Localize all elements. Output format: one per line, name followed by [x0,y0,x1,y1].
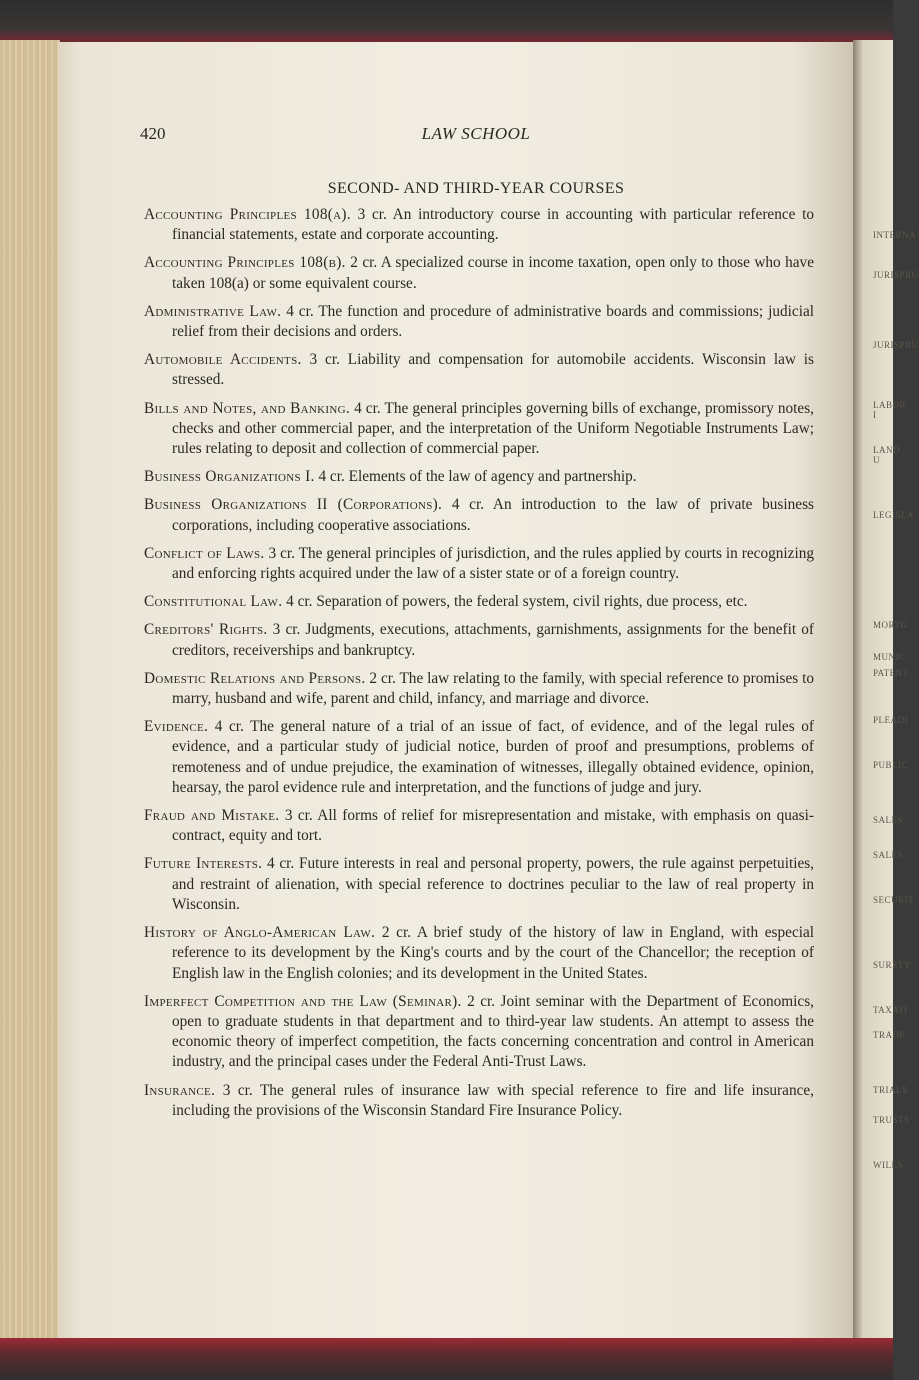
course-description: 4 cr. Separation of powers, the federal system, civil rights, due process, etc. [286,593,748,611]
course-description: 2 cr. Joint seminar with the Department of Economics, open to graduate students in that department and to third-year law students. An attempt to assess the economic theory of imperfect competition, the facts concerning concentration and control in American industry, and the principal cases under the Federal Anti-Trust Laws. [172,992,814,1071]
facing-page-word: TAXATI [873,1005,908,1015]
facing-page-word: JURISPRU [873,270,919,280]
course-name: Imperfect Competition and the Law (Seminar). [144,992,462,1010]
course-name: History of Anglo-American Law. [144,924,376,942]
page-edges [0,40,60,1345]
course-entry [144,992,814,1073]
course-entry [144,205,814,245]
course-description: 3 cr. The general rules of insurance law with special reference to fire and life insurance, including the provisions of the Wisconsin Standard Fire Insurance Policy. [172,1081,814,1119]
course-description: 2 cr. The law relating to the family, with special reference to promises to marry, husband and wife, parent and child, infancy, and marriage and divorce. [172,669,814,708]
course-description: 3 cr. The general principles of jurisdiction, and the rules applied by courts in recognizing and enforcing rights acquired under the law of a sister state or of a foreign country. [172,544,814,583]
course-name: Future Interests. [144,855,263,873]
course-entry [144,620,814,660]
course-description: 3 cr. Judgments, executions, attachments, garnishments, assignments for the benefit of creditors, receiverships and bankruptcy. [172,621,814,659]
course-entry [144,854,814,915]
course-entry [144,717,814,798]
facing-page-word: MUNIC [873,652,906,662]
course-entry [144,467,814,487]
course-description: 3 cr. Liability and compensation for automobile accidents. Wisconsin law is stressed. [172,351,814,389]
facing-page-word: PLEADI [873,715,908,725]
course-description: 4 cr. The general nature of a trial of an issue of fact, of evidence, and of the legal rules of evidence, and a particular study of judicial notice, burden of proof and presumptions, problems of remoteness and of undue prejudice, the examination of witnesses, illegally obtained evidence, opinion, hearsay, the parol evidence rule and interpretation, and the functions of judge and jury. [172,718,814,796]
course-entry [144,350,814,390]
running-head [140,124,812,146]
course-description: 3 cr. All forms of relief for misrepresentation and mistake, with emphasis on quasi-contract, equity and tort. [172,807,814,845]
course-name: Domestic Relations and Persons. [144,669,366,687]
facing-page-word: SURETY [873,960,912,970]
course-entry [144,1081,814,1121]
course-entry [144,806,814,846]
course-description: 2 cr. A specialized course in income taxation, open only to those who have taken 108(a) or some equivalent course. [172,254,814,292]
facing-page-word: LABOR I [873,400,907,420]
course-description: 4 cr. The function and procedure of administrative boards and commissions; judicial relief from their decisions and orders. [172,302,814,341]
facing-page-word: LAND U [873,445,900,465]
page-number: 420 [140,124,166,143]
facing-page-word: SALES [873,815,904,825]
facing-page-word: TRUSTS [873,1115,910,1125]
facing-page-word: PUBLIC [873,760,909,770]
course-name: Business Organizations II (Corporations). [144,496,443,514]
course-entry [144,669,814,709]
course-entry [144,495,814,535]
book-cover-bottom [0,1338,893,1380]
course-name: Administrative Law. [144,302,282,320]
course-entry [144,302,814,342]
facing-page-word: SALES [873,850,904,860]
course-name: Evidence. [144,718,209,736]
facing-page-word: TRIALS [873,1085,908,1095]
course-entry [144,399,814,460]
facing-page-word: JURISPRU [873,340,919,350]
course-entry [144,544,814,584]
course-description: 4 cr. Elements of the law of agency and partnership. [318,468,637,486]
book-cover-top [0,0,893,48]
course-name: Fraud and Mistake. [144,807,280,825]
facing-page-word: INTERNA [873,230,916,240]
course-entry [144,253,814,293]
course-description: 4 cr. The general principles governing bills of exchange, promissory notes, checks and other commercial paper, and the interpretation of the Uniform Negotiable Instruments Law; rules relating to deposit and collection of commercial paper. [172,399,815,458]
course-description: 4 cr. Future interests in real and personal property, powers, the rule against perpetuities, and restraint of alienation, with special reference to doctrines peculiar to the law of real property in Wisconsin. [172,855,815,913]
course-description: 3 cr. An introductory course in accounting with particular reference to financial statements, estate and corporate accounting. [172,206,815,244]
facing-page-word: LEGISLA [873,510,914,520]
course-description: 2 cr. A brief study of the history of law in England, with especial reference to its development by the King's courts and by the court of the Chancellor; the reception of English law in the English colonies; and its development in the United States. [172,924,815,982]
course-name: Accounting Principles 108(b). [144,254,346,272]
running-title: LAW SCHOOL [421,124,531,143]
course-name: Conflict of Laws. [144,544,265,562]
facing-page-word: TRADE [873,1030,906,1040]
course-entry [144,923,814,984]
facing-page-word: PATENT [873,668,909,678]
course-list [144,205,814,1129]
course-entry [144,592,814,612]
course-name: Business Organizations I. [144,468,315,486]
course-name: Bills and Notes, and Banking. [144,399,350,417]
course-description: 4 cr. An introduction to the law of private business corporations, including cooperative associations. [172,496,814,534]
course-name: Accounting Principles 108(a). [144,206,351,223]
facing-page-edge [853,40,919,1340]
section-heading: SECOND- AND THIRD-YEAR COURSES [327,180,625,197]
facing-page-word: WILLS [873,1160,903,1170]
facing-page-word: MORTG [873,620,908,630]
facing-page-word: SECURIT [873,895,915,905]
course-name: Creditors' Rights. [144,621,268,639]
course-name: Automobile Accidents. [144,351,302,369]
course-name: Insurance. [144,1081,216,1099]
course-name: Constitutional Law. [144,593,283,611]
